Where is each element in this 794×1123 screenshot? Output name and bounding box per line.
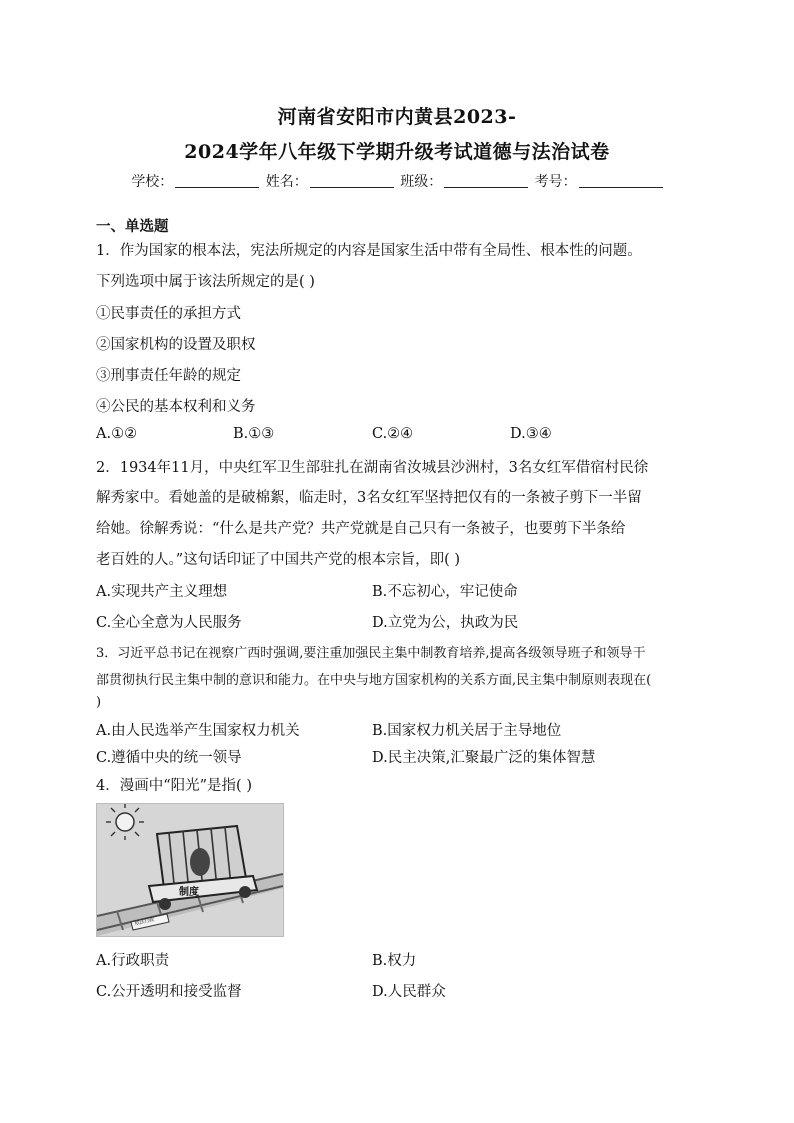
q3-stem-line1: 3．习近平总书记在视察广西时强调,要注重加强民主集中制教育培养,提高各级领导班子和领导干 (96, 646, 646, 661)
school-field[interactable] (131, 171, 259, 191)
q4-option-d[interactable]: D.人民群众 (372, 984, 446, 1000)
q1-item-4: ④公民的基本权利和义务 (96, 399, 256, 415)
class-field[interactable] (400, 171, 528, 191)
q3-option-a[interactable]: A.由人民选举产生国家权力机关 (96, 723, 300, 739)
class-label: 班级： (400, 174, 443, 190)
q3-stem-line2: 部贯彻执行民主集中制的意识和能力。在中央与地方国家机构的关系方面,民主集中制原则表现在( (96, 673, 652, 688)
q3-option-b[interactable]: B.国家权力机关居于主导地位 (372, 723, 562, 739)
q1-item-1: ①民事责任的承担方式 (96, 306, 241, 322)
q2-stem-line3: 给她。徐解秀说：“什么是共产党？共产党就是自己只有一条被子，也要剪下半条给 (96, 521, 626, 537)
section-title: 一、单选题 (96, 219, 169, 235)
q1-option-c[interactable]: C.②④ (372, 426, 414, 442)
student-info-fields (0, 171, 794, 191)
q4-option-a[interactable]: A.行政职责 (96, 953, 170, 969)
q2-option-b[interactable]: B.不忘初心，牢记使命 (372, 584, 518, 600)
exam-title-line1: 河南省安阳市内黄县2023- (277, 106, 517, 128)
exam-number-label: 考号： (534, 174, 577, 190)
q2-option-d[interactable]: D.立党为公，执政为民 (372, 615, 519, 631)
q4-stem-line1: 4．漫画中“阳光”是指( ) (96, 778, 252, 794)
q1-stem-line2: 下列选项中属于该法所规定的是( ) (96, 274, 315, 290)
exam-title-line2: 2024学年八年级下学期升级考试道德与法治试卷 (184, 141, 610, 163)
q1-option-d[interactable]: D.③④ (510, 426, 552, 442)
q1-option-a[interactable]: A.①② (96, 426, 138, 442)
q3-stem-line3: ) (96, 695, 102, 710)
name-blank[interactable] (310, 173, 394, 188)
q4-option-b[interactable]: B.权力 (372, 953, 417, 969)
q2-stem-line2: 解秀家中。看她盖的是破棉絮，临走时，3名女红军坚持把仅有的一条被子剪下一半留 (96, 490, 642, 506)
q2-stem-line1: 2．1934年11月，中央红军卫生部驻扎在湖南省汝城县沙洲村，3名女红军借宿村民徐 (96, 460, 649, 476)
q2-stem-line4: 老百姓的人。”这句话印证了中国共产党的根本宗旨，即( ) (96, 552, 461, 568)
q1-item-2: ②国家机构的设置及职权 (96, 337, 256, 353)
name-field[interactable] (266, 171, 394, 191)
cartoon-illustration (97, 804, 283, 936)
exam-number-field[interactable] (535, 171, 663, 191)
cart-label: 制度 (179, 887, 199, 898)
name-label: 姓名： (265, 174, 308, 190)
cartoon-image (96, 803, 284, 937)
school-blank[interactable] (175, 173, 259, 188)
q3-option-c[interactable]: C.遵循中央的统一领导 (96, 750, 242, 766)
class-blank[interactable] (444, 173, 528, 188)
q1-option-b[interactable]: B.①③ (233, 426, 275, 442)
q1-item-3: ③刑事责任年龄的规定 (96, 368, 241, 384)
exam-number-blank[interactable] (579, 173, 663, 188)
q1-stem-line1: 1．作为国家的根本法，宪法所规定的内容是国家生活中带有全局性、根本性的问题。 (96, 243, 642, 259)
q3-option-d[interactable]: D.民主决策,汇聚最广泛的集体智慧 (372, 750, 596, 766)
q2-option-a[interactable]: A.实现共产主义理想 (96, 584, 228, 600)
rail-label: 依法行政 (134, 916, 155, 927)
q4-option-c[interactable]: C.公开透明和接受监督 (96, 984, 242, 1000)
q2-option-c[interactable]: C.全心全意为人民服务 (96, 615, 242, 631)
school-label: 学校： (131, 174, 174, 190)
